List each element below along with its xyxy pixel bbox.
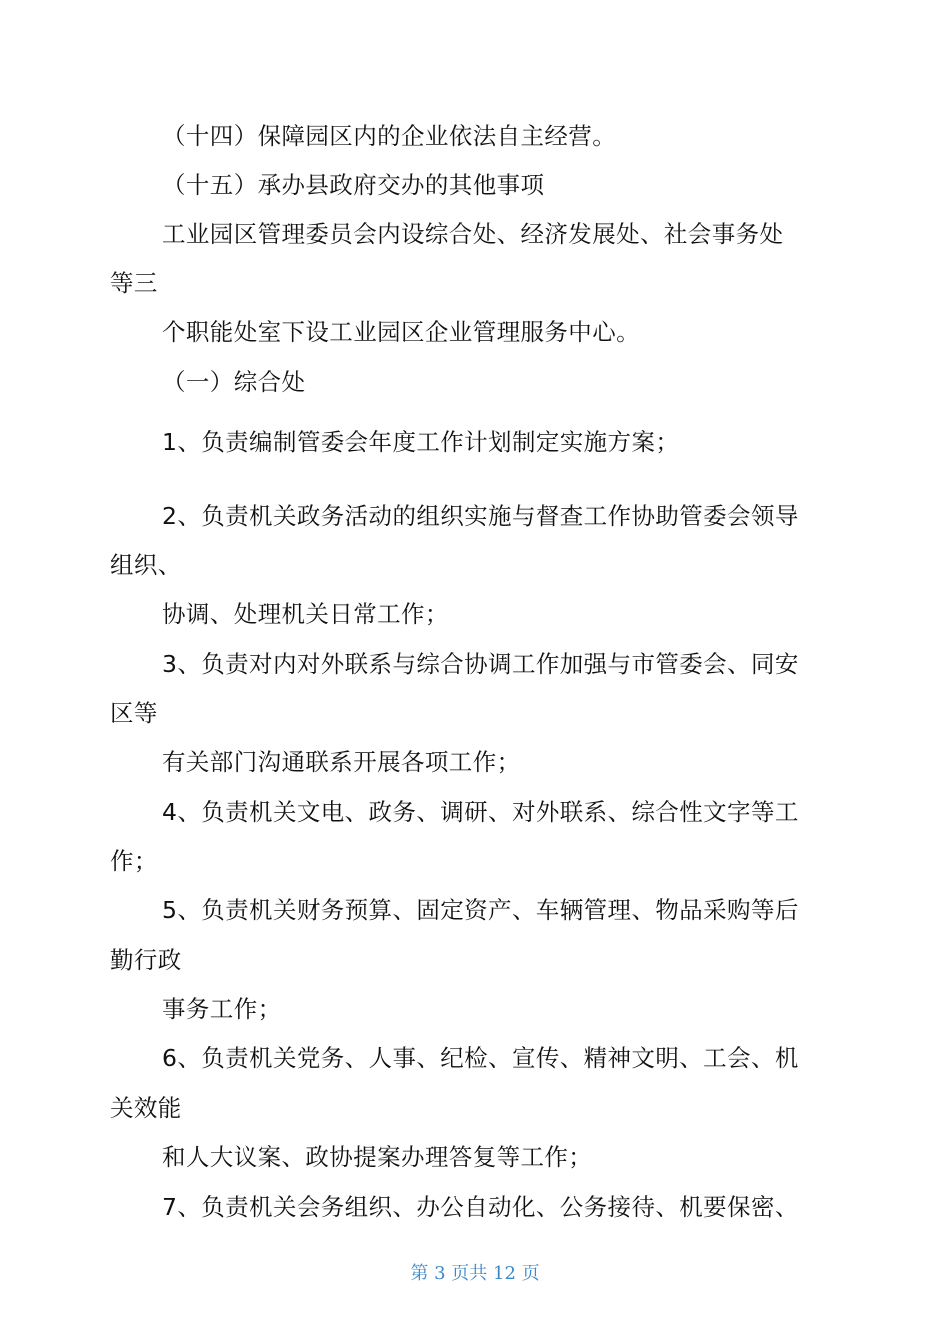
list-item: 3、负责对内对外联系与综合协调工作加强与市管委会、同安 <box>162 650 799 678</box>
list-item: 4、负责机关文电、政务、调研、对外联系、综合性文字等工 <box>162 798 799 826</box>
list-item-continuation: 关效能 <box>110 1094 182 1122</box>
list-item: 7、负责机关会务组织、办公自动化、公务接待、机要保密、 <box>162 1193 799 1221</box>
list-item-continuation: 有关部门沟通联系开展各项工作； <box>162 748 521 776</box>
paragraph-line: （十五）承办县政府交办的其他事项 <box>162 171 545 199</box>
list-item-continuation: 作； <box>110 847 158 875</box>
list-item: 1、负责编制管委会年度工作计划制定实施方案； <box>162 428 680 456</box>
paragraph-line: 等三 <box>110 269 158 297</box>
section-heading: （一）综合处 <box>162 368 306 396</box>
list-item-continuation: 组织、 <box>110 551 182 579</box>
paragraph-line: 工业园区管理委员会内设综合处、经济发展处、社会事务处 <box>162 220 784 248</box>
list-item-continuation: 和人大议案、政协提案办理答复等工作； <box>162 1143 593 1171</box>
list-item-continuation: 勤行政 <box>110 946 182 974</box>
list-item-continuation: 协调、处理机关日常工作； <box>162 600 449 628</box>
list-item-continuation: 事务工作； <box>162 995 282 1023</box>
list-item: 2、负责机关政务活动的组织实施与督查工作协助管委会领导 <box>162 502 799 530</box>
page-number-footer: 第 3 页共 12 页 <box>410 1263 540 1284</box>
list-item: 5、负责机关财务预算、固定资产、车辆管理、物品采购等后 <box>162 896 799 924</box>
list-item: 6、负责机关党务、人事、纪检、宣传、精神文明、工会、机 <box>162 1044 799 1072</box>
paragraph-line: （十四）保障园区内的企业依法自主经营。 <box>162 122 617 150</box>
list-item-continuation: 区等 <box>110 699 158 727</box>
paragraph-line: 个职能处室下设工业园区企业管理服务中心。 <box>162 318 640 346</box>
